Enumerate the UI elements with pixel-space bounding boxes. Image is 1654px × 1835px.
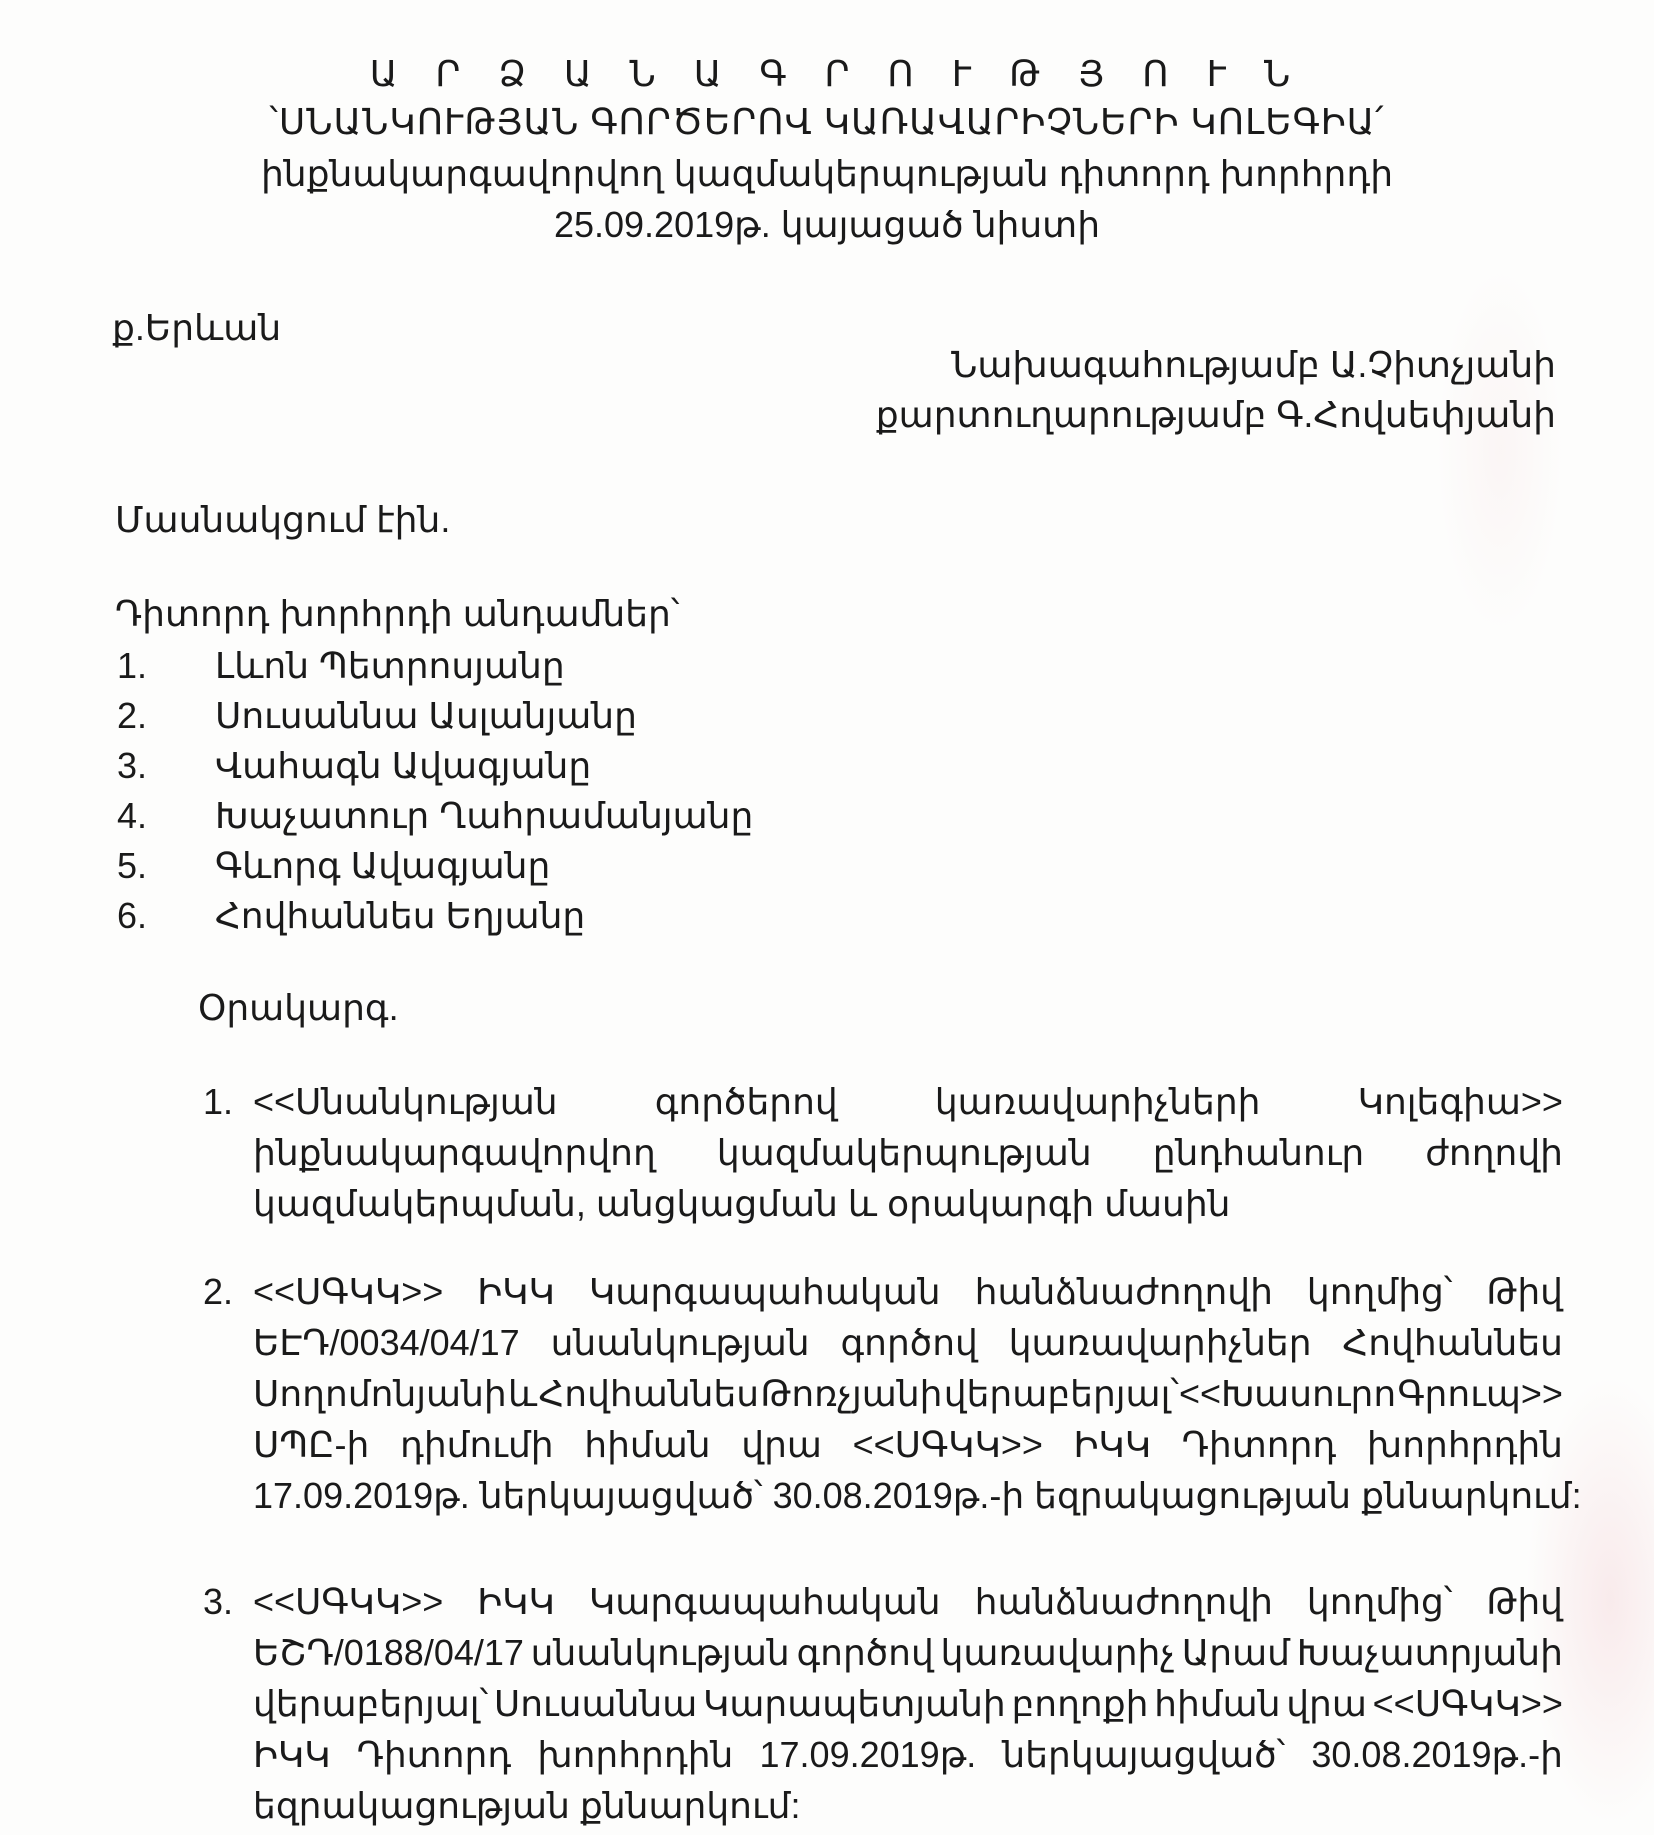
agenda-word: Կոլեգիա>> (1357, 1081, 1563, 1122)
member-name: Լևոն Պետրոսյանը (215, 645, 565, 686)
agenda-number: 2. (203, 1271, 234, 1312)
agenda-word: ՍՊԸ-ի (253, 1424, 370, 1465)
member-name: Հովհաննես Եղյանը (215, 895, 586, 936)
agenda-word: ժողովի (1425, 1132, 1563, 1173)
agenda-word: Կարգապահական (588, 1581, 941, 1622)
agenda-word: 30.08.2019թ.-ի (1311, 1734, 1563, 1775)
agenda-word: ԻԿԿ (477, 1581, 555, 1622)
member-name: Խաչատուր Ղահրամանյանը (215, 795, 754, 836)
member-row (117, 694, 637, 738)
agenda-text-line (253, 1080, 1563, 1124)
member-row (117, 744, 591, 788)
agenda-text-line (253, 1372, 1563, 1416)
agenda-word: կողմից՝ (1306, 1271, 1453, 1312)
agenda-word: դիմումի (399, 1424, 554, 1465)
agenda-word: Խաչատրյանի (1296, 1632, 1563, 1673)
agenda-word: սնանկության (530, 1632, 790, 1673)
agenda-word: խորհրդին (537, 1734, 734, 1775)
agenda-text-line (253, 1631, 1563, 1675)
agenda-number: 1. (203, 1081, 234, 1122)
agenda-word: սնանկության (550, 1322, 810, 1363)
agenda-heading: Օրակարգ. (198, 987, 399, 1028)
agenda-word: ինքնակարգավորվող (253, 1132, 656, 1173)
agenda-word: Դիտորդ (356, 1734, 512, 1775)
agenda-word: գործերով (654, 1081, 838, 1122)
agenda-word: վրա (1286, 1683, 1367, 1724)
agenda-text-line (253, 1131, 1563, 1175)
agenda-word: Թոռչյանի (760, 1373, 943, 1414)
members-heading: Դիտորդ խորհրդի անդամներ՝ (115, 593, 680, 634)
secretary-line: քարտուղարությամբ Գ.Հովսեփյանի (875, 394, 1556, 435)
agenda-word: կազմակերպության (716, 1132, 1092, 1173)
agenda-word: Սուսաննա (493, 1683, 698, 1724)
agenda-word: կողմից՝ (1306, 1581, 1453, 1622)
member-name: Վահագն Ավագյանը (215, 745, 592, 786)
agenda-word: գործով (840, 1322, 978, 1363)
agenda-text-line (253, 1682, 1563, 1726)
member-number: 4. (117, 795, 148, 836)
member-number: 6. (117, 895, 148, 936)
agenda-word: Գրուպ>> (1397, 1373, 1563, 1414)
agenda-word: Դիտորդ (1181, 1424, 1337, 1465)
agenda-word: Կարգապահական (588, 1271, 941, 1312)
agenda-word: հիման (1154, 1683, 1281, 1724)
agenda-word: հիման (584, 1424, 711, 1465)
chairperson-line: Նախագահությամբ Ա.Չիտչյանի (951, 344, 1556, 385)
agenda-word: և (508, 1373, 538, 1414)
agenda-word: Կարապետյանի (703, 1683, 1006, 1724)
agenda-word: 17.09.2019թ. ներկայացված՝ 30.08.2019թ.-ի եզրակացության քննարկում: (253, 1475, 1582, 1516)
agenda-word: ներկայացված՝ (1002, 1734, 1286, 1775)
agenda-text-line (253, 1182, 1230, 1226)
agenda-item (203, 1270, 1582, 1530)
agenda-word: բողոքի (1011, 1683, 1149, 1724)
agenda-item (203, 1080, 1563, 1230)
agenda-word: ընդհանուր (1152, 1132, 1365, 1173)
agenda-number: 3. (203, 1581, 234, 1622)
agenda-word: կառավարիչ (940, 1632, 1175, 1673)
agenda-word: ԵՇԴ/0188/04/17 (253, 1632, 524, 1673)
member-number: 3. (117, 745, 148, 786)
agenda-word: կառավարիչների (934, 1081, 1261, 1122)
document-title: Ա Ր Ձ Ա Ն Ա Գ Ր Ո Ւ Թ Յ Ո Ւ Ն (369, 53, 1305, 94)
agenda-text-line (253, 1784, 800, 1828)
agenda-word: կառավարիչներ (1008, 1322, 1312, 1363)
member-number: 1. (117, 645, 148, 686)
city-label: ք.Երևան (112, 307, 282, 348)
agenda-word: եզրակացության քննարկում: (253, 1785, 801, 1826)
agenda-word: <<ՍԳԿԿ>> (253, 1581, 444, 1622)
agenda-word: Հովհաննես (1342, 1322, 1563, 1363)
member-number: 5. (117, 845, 148, 886)
agenda-text-line (253, 1321, 1563, 1365)
agenda-word: կազմակերպման, անցկացման և օրակարգի մասին (253, 1183, 1231, 1224)
agenda-word: <<ՍԳԿԿ>> (1372, 1683, 1563, 1724)
agenda-word: Հովհաննես (538, 1373, 760, 1414)
member-name: Սուսաննա Ասլանյանը (215, 695, 637, 736)
organization-name: ՝ՍՆԱՆԿՈՒԹՅԱՆ ԳՈՐԾԵՐՈՎ ԿԱՌԱՎԱՐԻՉՆԵՐԻ ԿՈԼԵԳԻԱ՛ (269, 101, 1385, 142)
session-date: 25.09.2019թ. կայացած նիստի (553, 204, 1101, 245)
agenda-word: <<ՍԳԿԿ>> (852, 1424, 1043, 1465)
agenda-text-line (253, 1580, 1563, 1624)
agenda-item (203, 1580, 1563, 1835)
agenda-word: ԻԿԿ (1073, 1424, 1152, 1465)
member-row (117, 794, 753, 838)
member-name: Գևորգ Ավագյանը (215, 845, 551, 886)
participants-heading: Մասնակցում էին. (115, 499, 451, 540)
agenda-word: <<ՍԳԿԿ>> (253, 1271, 444, 1312)
member-row (117, 644, 565, 688)
agenda-word: ԻԿԿ (253, 1734, 331, 1775)
agenda-word: հանձնաժողովի (974, 1271, 1273, 1312)
agenda-word: 17.09.2019թ. (759, 1734, 977, 1775)
agenda-word: վրա (741, 1424, 822, 1465)
agenda-word: Թիվ (1486, 1581, 1563, 1622)
agenda-word: վերաբերյալ՝<<Խասուրո (943, 1373, 1397, 1414)
agenda-text-line (253, 1733, 1563, 1777)
council-subtitle: ինքնակարգավորվող կազմակերպության դիտորդ խորհրդի (260, 153, 1394, 194)
member-row (117, 894, 585, 938)
agenda-word: հանձնաժողովի (974, 1581, 1273, 1622)
member-number: 2. (117, 695, 148, 736)
agenda-text-line (253, 1474, 1582, 1518)
agenda-text-line (253, 1270, 1563, 1314)
agenda-word: Սողոմոնյանի (253, 1373, 507, 1414)
agenda-word: գործով (796, 1632, 934, 1673)
agenda-word: ԻԿԿ (477, 1271, 555, 1312)
agenda-word: վերաբերյալ՝ (253, 1683, 489, 1724)
agenda-word: Արամ (1181, 1632, 1290, 1673)
agenda-word: խորհրդին (1366, 1424, 1563, 1465)
agenda-word: Թիվ (1486, 1271, 1563, 1312)
agenda-word: <<Սնանկության (253, 1081, 558, 1122)
agenda-word: ԵԷԴ/0034/04/17 (253, 1322, 520, 1363)
member-row (117, 844, 550, 888)
agenda-text-line (253, 1423, 1563, 1467)
